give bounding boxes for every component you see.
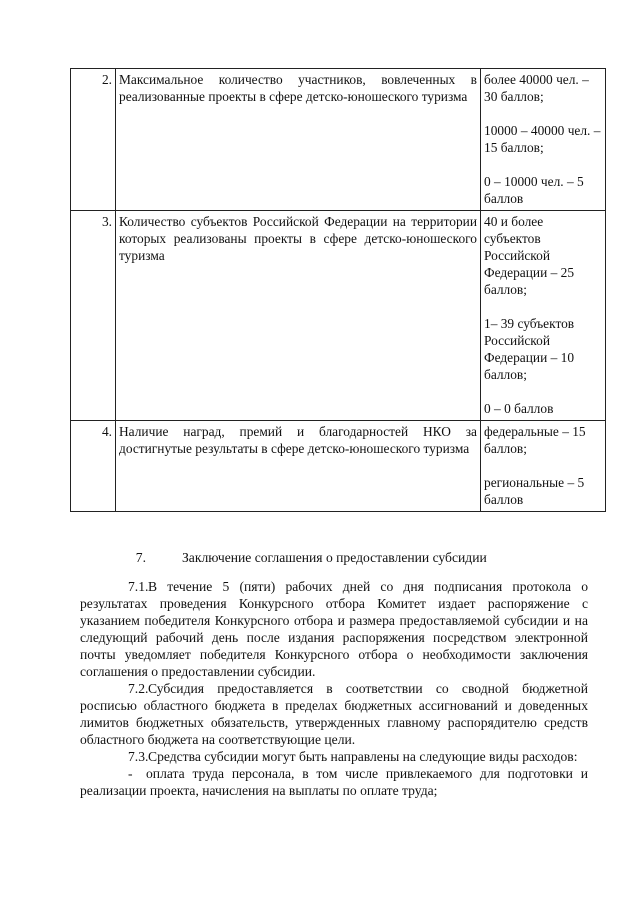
paragraph (80, 578, 588, 680)
paragraph-text: В течение 5 (пяти) рабочих дней со дня подписания протокола о результатах проведения Конкурсного отбора Комитет издает распоряжение с указанием победителя Конкурсного отбора и размера предоставляемой субсидии и на следующий рабочий день после издания распоряжения посредством электронной почты уведомляет победителя Конкурсного отбора о необходимости заключения соглашения о предоставлении субсидии. (80, 579, 588, 679)
table-row (71, 211, 606, 421)
points-cell (481, 211, 606, 421)
paragraph-text: Средства субсидии могут быть направлены на следующие виды расходов: (148, 749, 578, 764)
criterion-text: Максимальное количество участников, вовлеченных в реализованные проекты в сфере детско-юношеского туризма (116, 69, 481, 211)
points-option: 40 и более субъектов Российской Федерации – 25 баллов; (484, 214, 575, 297)
points-cell (481, 69, 606, 211)
points-cell (481, 421, 606, 512)
section-body (80, 578, 588, 799)
paragraph-number: 7.3. (128, 749, 149, 764)
points-option: региональные – 5 баллов (484, 475, 585, 507)
bullet-marker: - (128, 766, 133, 781)
criteria-table (70, 68, 606, 512)
section-title: Заключение соглашения о предоставлении субсидии (182, 550, 487, 565)
criterion-text: Количество субъектов Российской Федерации на территории которых реализованы проекты в сфере детско-юношеского туризма (116, 211, 481, 421)
row-number: 3. (71, 211, 116, 421)
points-option: 10000 – 40000 чел. – 15 баллов; (484, 123, 601, 155)
points-option: федеральные – 15 баллов; (484, 424, 586, 456)
bullet-item (80, 765, 588, 799)
points-option: более 40000 чел. – 30 баллов; (484, 72, 589, 104)
paragraph-text: Субсидия предоставляется в соответствии со сводной бюджетной росписью областного бюджета в пределах бюджетных ассигнований и доведенных лимитов бюджетных обязательств, утвержденных главному распорядителю средств областного бюджета на соответствующие цели. (80, 681, 588, 747)
section-heading (80, 549, 600, 567)
table-row (71, 69, 606, 211)
points-option: 1– 39 субъектов Российской Федерации – 10 баллов; (484, 316, 575, 382)
criterion-text: Наличие наград, премий и благодарностей НКО за достигнутые результаты в сфере детско-юношеского туризма (116, 421, 481, 512)
bullet-text: оплата труда персонала, в том числе привлекаемого для подготовки и реализации проекта, начисления на выплаты по оплате труда; (80, 766, 588, 798)
row-number: 2. (71, 69, 116, 211)
paragraph (80, 748, 588, 765)
section-number: 7. (135, 550, 146, 565)
row-number: 4. (71, 421, 116, 512)
paragraph-number: 7.1. (128, 579, 149, 594)
table-row (71, 421, 606, 512)
points-option: 0 – 0 баллов (484, 401, 554, 416)
points-option: 0 – 10000 чел. – 5 баллов (484, 174, 584, 206)
paragraph (80, 680, 588, 748)
paragraph-number: 7.2. (128, 681, 149, 696)
